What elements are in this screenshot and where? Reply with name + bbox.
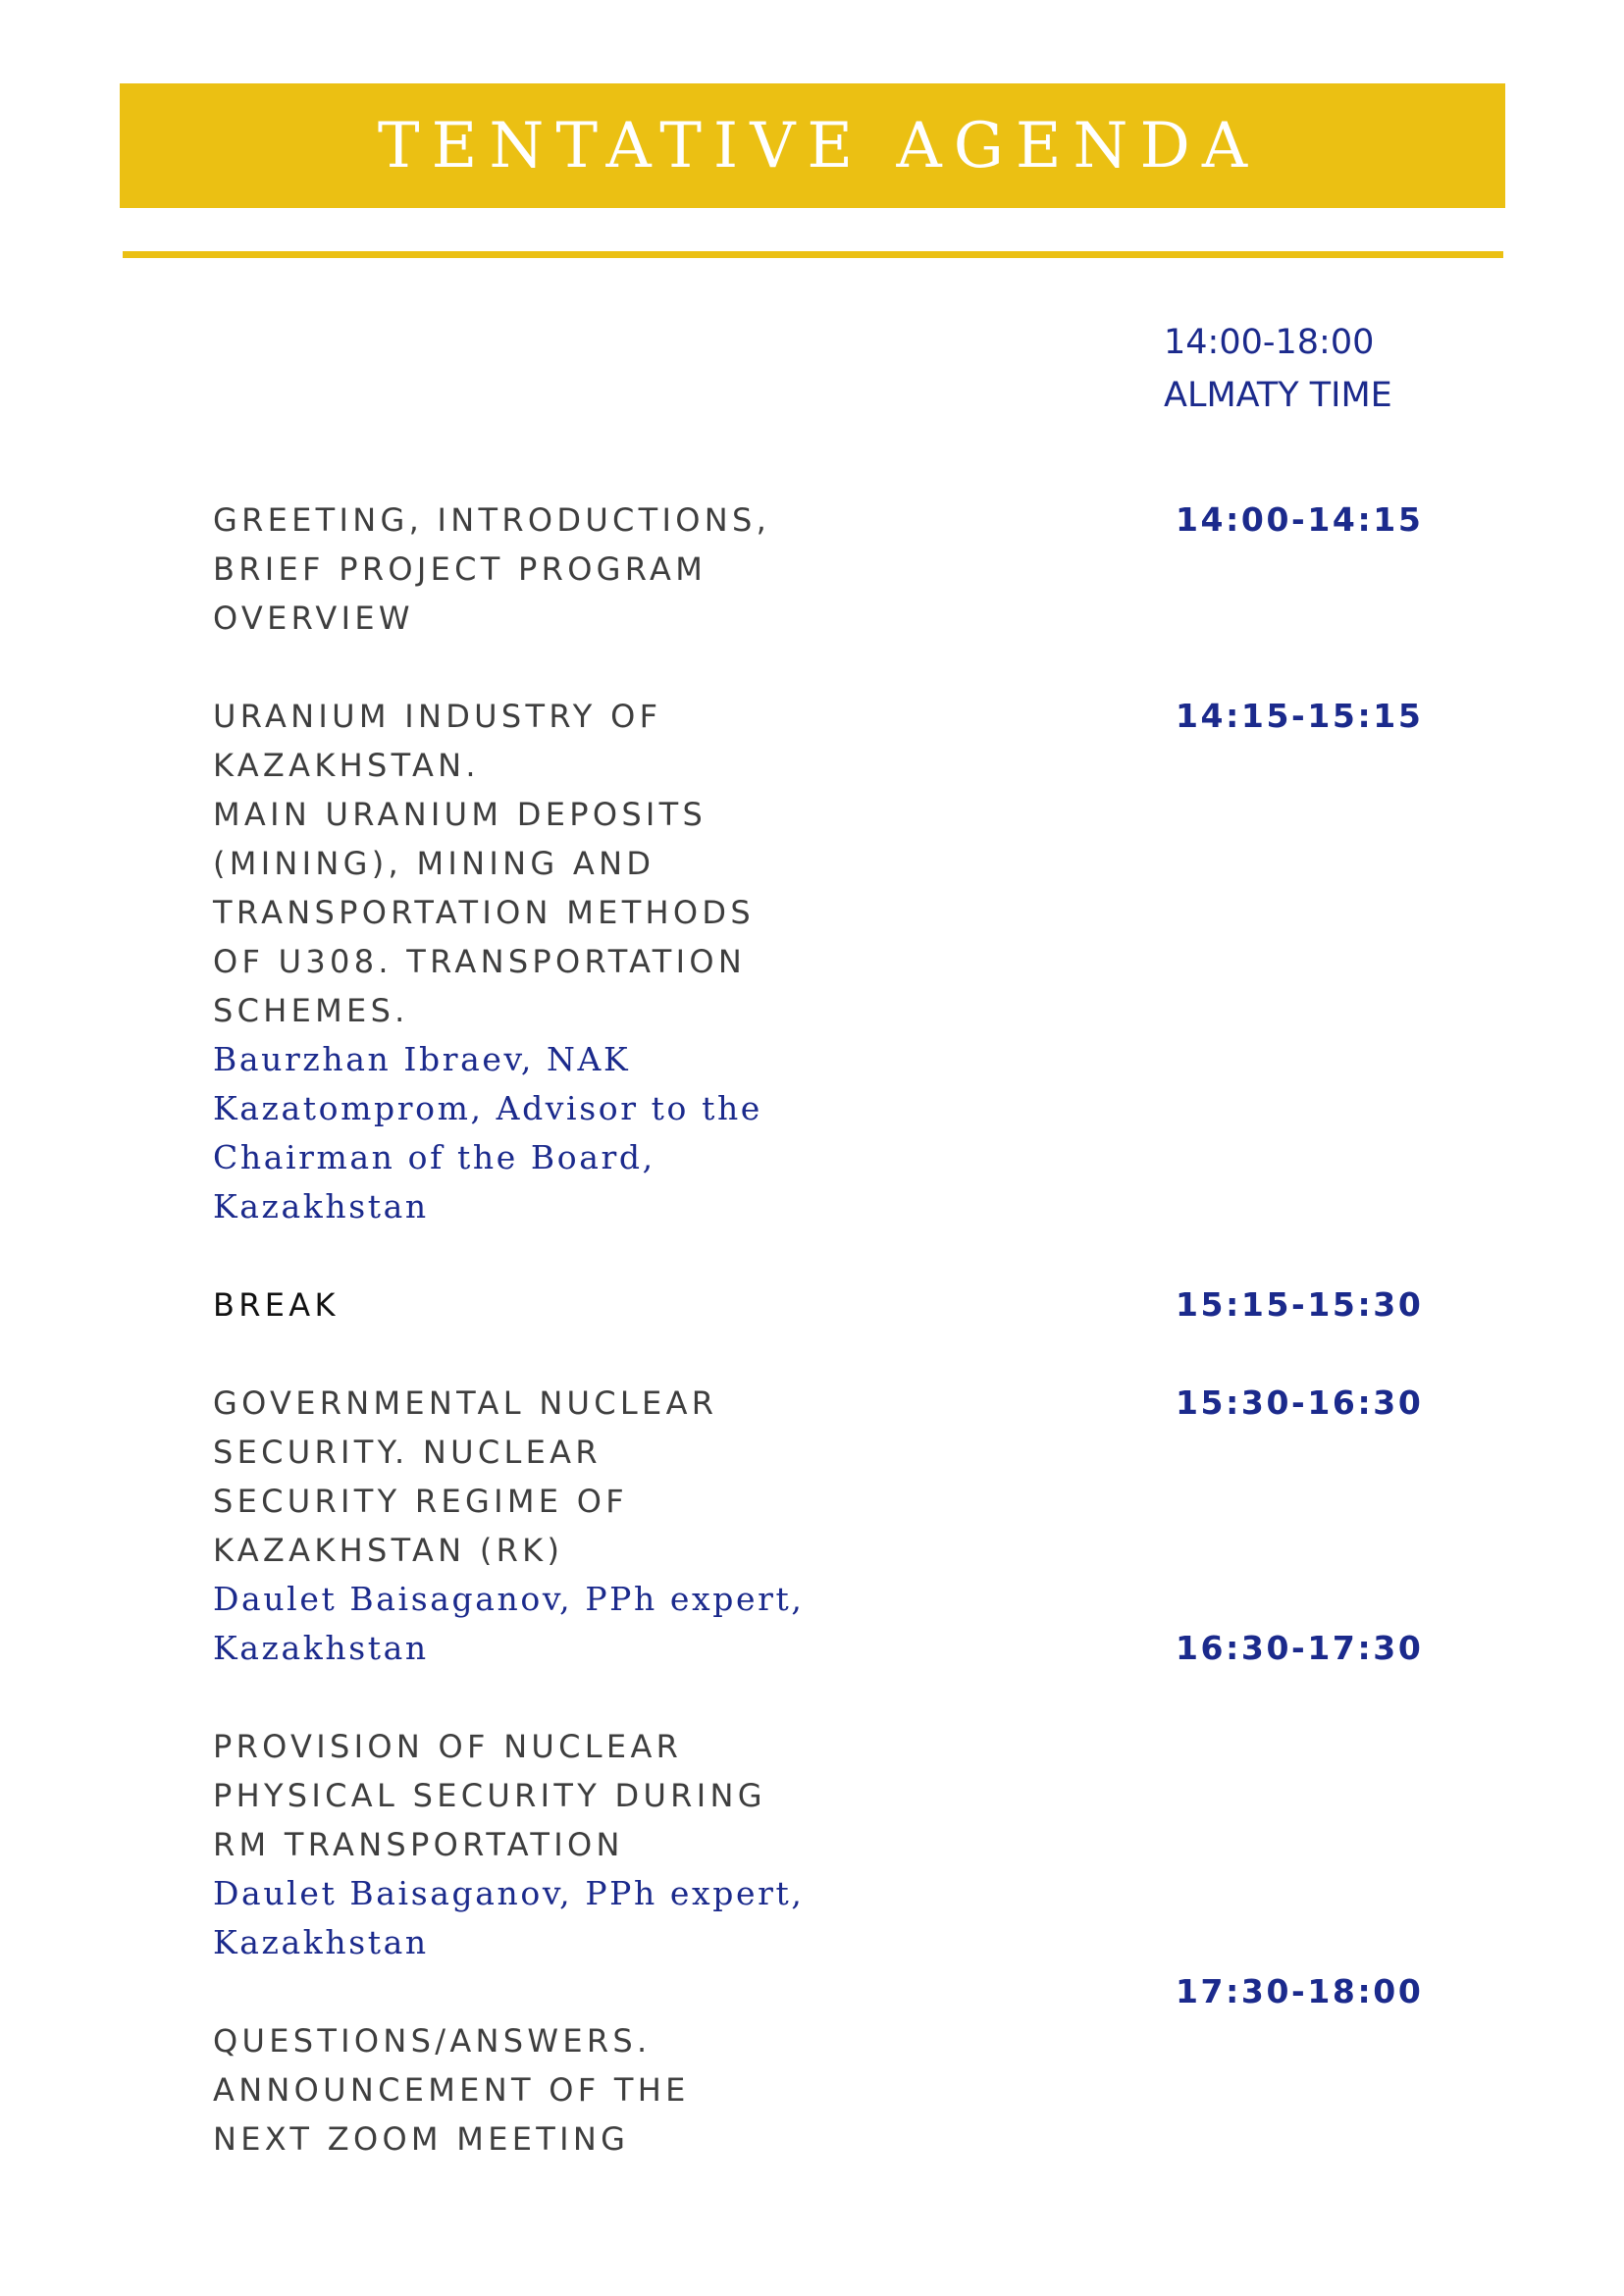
agenda-topic-line: URANIUM INDUSTRY OF <box>213 698 662 735</box>
agenda-topic-line: BRIEF PROJECT PROGRAM <box>213 550 707 588</box>
agenda-topic-line: OF U308. TRANSPORTATION <box>213 943 747 980</box>
agenda-item-physical-security <box>213 1722 919 1967</box>
agenda-speaker-line: Daulet Baisaganov, PPh expert, <box>213 1580 805 1618</box>
agenda-topic-line: KAZAKHSTAN (RK) <box>213 1532 564 1569</box>
agenda-speaker-line: Chairman of the Board, <box>213 1138 655 1176</box>
title-banner <box>120 83 1505 208</box>
agenda-topic-line: GOVERNMENTAL NUCLEAR <box>213 1384 718 1422</box>
agenda-time: 15:30-16:30 <box>1176 1383 1424 1422</box>
agenda-topic-line: MAIN URANIUM DEPOSITS <box>213 796 707 833</box>
agenda-topic-line: PROVISION OF NUCLEAR <box>213 1728 683 1765</box>
agenda-topic-line: BREAK <box>213 1286 340 1324</box>
agenda-topic-line: PHYSICAL SECURITY DURING <box>213 1777 766 1814</box>
header-divider <box>123 251 1503 258</box>
agenda-topic-line: QUESTIONS/ANSWERS. <box>213 2022 652 2060</box>
agenda-time: 14:00-14:15 <box>1176 500 1424 539</box>
agenda-item-questions <box>213 2016 919 2164</box>
agenda-item-break <box>213 1280 919 1330</box>
timezone-range: 14:00-18:00 <box>1164 323 1375 362</box>
agenda-item-uranium-industry <box>213 692 919 1231</box>
agenda-topic-line: OVERVIEW <box>213 600 414 637</box>
agenda-item-greeting <box>213 496 919 643</box>
agenda-speaker-line: Baurzhan Ibraev, NAK <box>213 1040 631 1078</box>
timezone-label: ALMATY TIME <box>1164 376 1392 415</box>
agenda-item-governmental-security <box>213 1379 919 1673</box>
page-title: TENTATIVE AGENDA <box>377 109 1260 183</box>
agenda-time: 17:30-18:00 <box>1176 1972 1424 2010</box>
agenda-topic-line: SECURITY REGIME OF <box>213 1483 628 1520</box>
agenda-speaker-line: Kazakhstan <box>213 1187 429 1226</box>
agenda-topic-line: RM TRANSPORTATION <box>213 1826 624 1863</box>
agenda-topic-line: SCHEMES. <box>213 992 409 1029</box>
agenda-speaker-line: Kazakhstan <box>213 1923 429 1961</box>
agenda-topic-line: NEXT ZOOM MEETING <box>213 2120 630 2158</box>
agenda-time: 16:30-17:30 <box>1176 1629 1424 1667</box>
agenda-topic-line: TRANSPORTATION METHODS <box>213 894 755 931</box>
agenda-topic-line: (MINING), MINING AND <box>213 845 655 882</box>
timezone-block <box>1164 316 1556 422</box>
agenda-topic-line: SECURITY. NUCLEAR <box>213 1434 602 1471</box>
agenda-topic-line: ANNOUNCEMENT OF THE <box>213 2071 690 2109</box>
agenda-speaker-line: Kazatomprom, Advisor to the <box>213 1089 762 1127</box>
agenda-time: 15:15-15:30 <box>1176 1285 1424 1324</box>
agenda-time: 14:15-15:15 <box>1176 697 1424 735</box>
agenda-speaker-line: Kazakhstan <box>213 1629 429 1667</box>
agenda-topic-line: GREETING, INTRODUCTIONS, <box>213 501 771 539</box>
agenda-topic-line: KAZAKHSTAN. <box>213 747 480 784</box>
agenda-speaker-line: Daulet Baisaganov, PPh expert, <box>213 1874 805 1912</box>
